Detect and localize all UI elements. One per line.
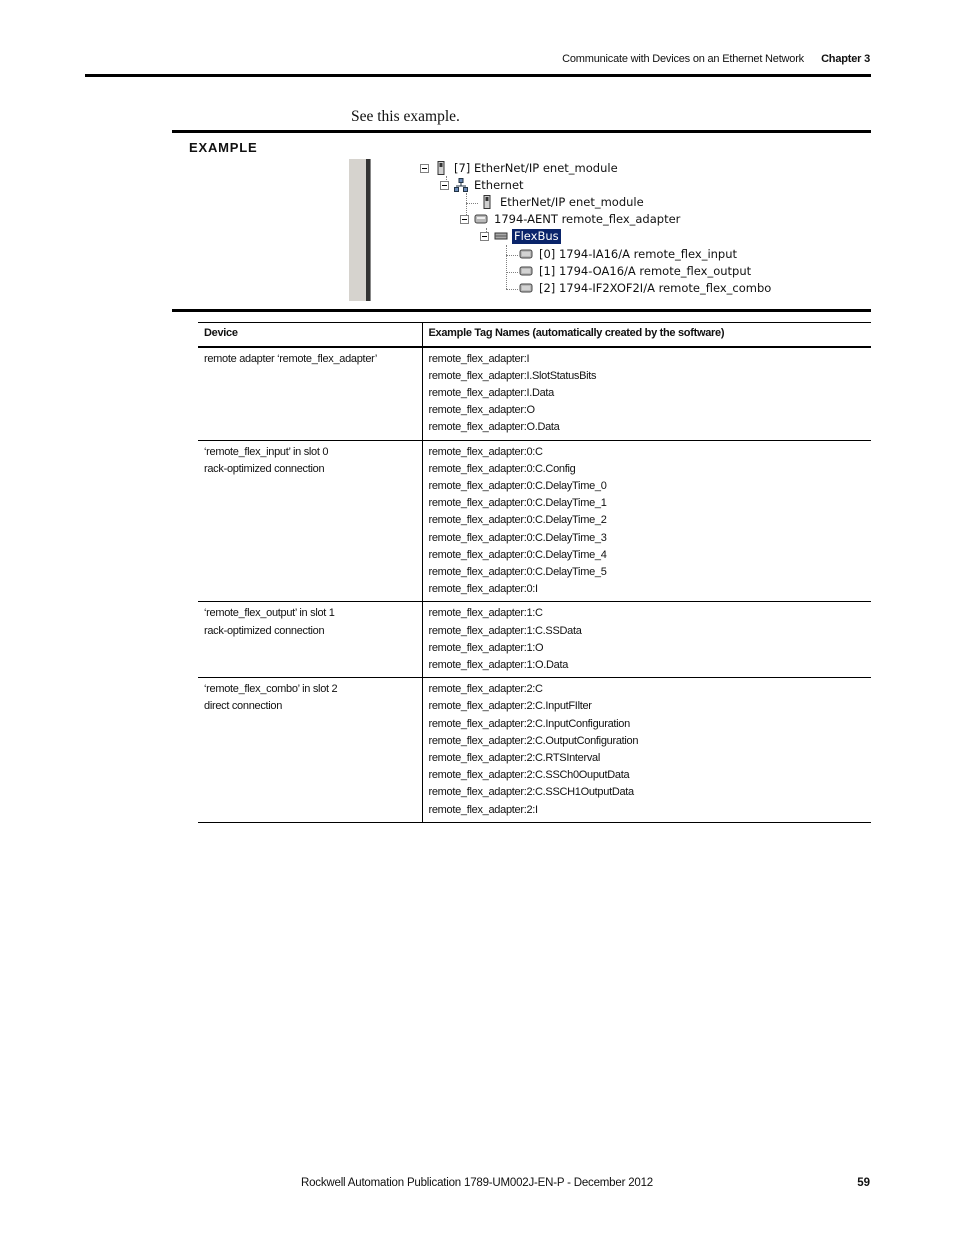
table-row [198,678,871,823]
tag-name: remote_flex_adapter:0:C.DelayTime_1 [428,497,607,510]
example-top-rule [172,130,871,133]
tag-names-cell [422,678,871,823]
tag-name: remote_flex_adapter:0:I [428,583,538,596]
collapse-icon[interactable] [480,232,489,241]
network-icon [454,178,468,192]
io-module-icon [519,264,533,278]
column-header-device: Device [198,323,422,347]
header-rule [85,74,871,77]
tag-names-cell [422,602,871,678]
tree-connector [506,289,518,290]
tag-name: remote_flex_adapter:2:C.OutputConfiguration [428,734,639,747]
tree-item-flexbus[interactable] [480,228,561,244]
device-cell [198,602,422,678]
tag-name: remote_flex_adapter:0:C [428,445,543,458]
tree-connector [506,255,518,256]
tag-name: remote_flex_adapter:0:C.DelayTime_0 [428,479,607,492]
tree-item-label: [7] EtherNet/IP enet_module [454,160,618,175]
tag-name: remote_flex_adapter:2:C [428,683,543,696]
tag-name: remote_flex_adapter:2:C.InputConfiguration [428,717,630,730]
device-text: rack-optimized connection [204,462,325,475]
tag-name: remote_flex_adapter:0:C.DelayTime_4 [428,548,607,561]
device-text: ‘remote_flex_input’ in slot 0 [204,445,329,458]
tree-item-enet-module-slot7[interactable] [420,160,620,176]
tag-name: remote_flex_adapter:0:C.DelayTime_3 [428,531,607,544]
tree-item-enet-module-local[interactable] [480,194,646,210]
footer-publication: Rockwell Automation Publication 1789-UM002J-EN-P - December 2012 [301,1177,653,1189]
intro-text: See this example. [351,108,460,125]
tag-name: remote_flex_adapter:O.Data [428,421,560,434]
tree-item-label: [2] 1794-IF2XOF2I/A remote_flex_combo [539,280,772,295]
ethernet-module-icon [480,195,494,209]
table-row [198,347,871,441]
device-text: direct connection [204,700,283,713]
tag-name: remote_flex_adapter:2:C.InputFIlter [428,700,592,713]
collapse-icon[interactable] [420,164,429,173]
tag-name: remote_flex_adapter:1:O [428,641,544,654]
column-header-tag-names: Example Tag Names (automatically created by the software) [422,323,871,347]
collapse-icon[interactable] [440,181,449,190]
tree-item-label: [1] 1794-OA16/A remote_flex_output [539,263,752,278]
tag-name: remote_flex_adapter:I.Data [428,386,555,399]
io-module-icon [519,281,533,295]
tag-name: remote_flex_adapter:O [428,404,535,417]
io-module-icon [519,247,533,261]
device-text: ‘remote_flex_combo’ in slot 2 [204,683,338,696]
tree-item-remote-flex-adapter[interactable] [460,211,682,227]
page-number: 59 [857,1177,870,1189]
device-text: remote adapter ‘remote_flex_adapter’ [204,352,378,365]
device-cell [198,678,422,823]
ethernet-module-icon [434,161,448,175]
tree-item-label: 1794-AENT remote_flex_adapter [494,211,681,226]
tag-name: remote_flex_adapter:I [428,352,530,365]
tree-connector [506,245,507,289]
tag-name: remote_flex_adapter:2:C.SSCH1OutputData [428,786,634,799]
table-row [198,440,871,602]
tree-item-label: EtherNet/IP enet_module [500,194,644,209]
table-row [198,602,871,678]
collapse-icon[interactable] [460,215,469,224]
tag-name: remote_flex_adapter:2:C.SSCh0OuputData [428,769,630,782]
device-cell [198,440,422,602]
example-bottom-rule [172,309,871,312]
running-header-chapter: Chapter 3 [821,53,870,65]
flexbus-icon [494,229,508,243]
tag-name: remote_flex_adapter:0:C.DelayTime_5 [428,565,607,578]
tag-name: remote_flex_adapter:1:C [428,607,543,620]
tree-item-remote-flex-output[interactable] [519,263,753,279]
tree-connector [466,203,478,204]
tree-item-ethernet[interactable] [440,177,526,193]
tree-item-label: Ethernet [474,177,524,192]
tag-names-cell [422,440,871,602]
example-label: EXAMPLE [189,140,258,155]
tag-name: remote_flex_adapter:I.SlotStatusBits [428,369,597,382]
tag-name: remote_flex_adapter:2:I [428,803,538,816]
tag-name: remote_flex_adapter:0:C.DelayTime_2 [428,514,607,527]
tree-window-splitter-shadow [370,159,371,301]
device-text: ‘remote_flex_output’ in slot 1 [204,607,335,620]
tree-item-label: FlexBus [514,228,559,243]
device-cell [198,347,422,441]
tag-name: remote_flex_adapter:0:C.Config [428,462,576,475]
running-header-section: Communicate with Devices on an Ethernet Network [562,53,804,65]
adapter-icon [474,212,488,226]
tag-name: remote_flex_adapter:1:O.Data [428,658,569,671]
tree-item-remote-flex-input[interactable] [519,246,739,262]
table-header-row [198,323,871,347]
tag-names-cell [422,347,871,441]
tag-names-table [198,322,871,823]
tag-name: remote_flex_adapter:1:C.SSData [428,624,582,637]
device-text: rack-optimized connection [204,624,325,637]
tree-connector [506,272,518,273]
tree-item-remote-flex-combo[interactable] [519,280,773,296]
tag-name: remote_flex_adapter:2:C.RTSInterval [428,751,600,764]
tree-item-label: [0] 1794-IA16/A remote_flex_input [539,246,738,261]
